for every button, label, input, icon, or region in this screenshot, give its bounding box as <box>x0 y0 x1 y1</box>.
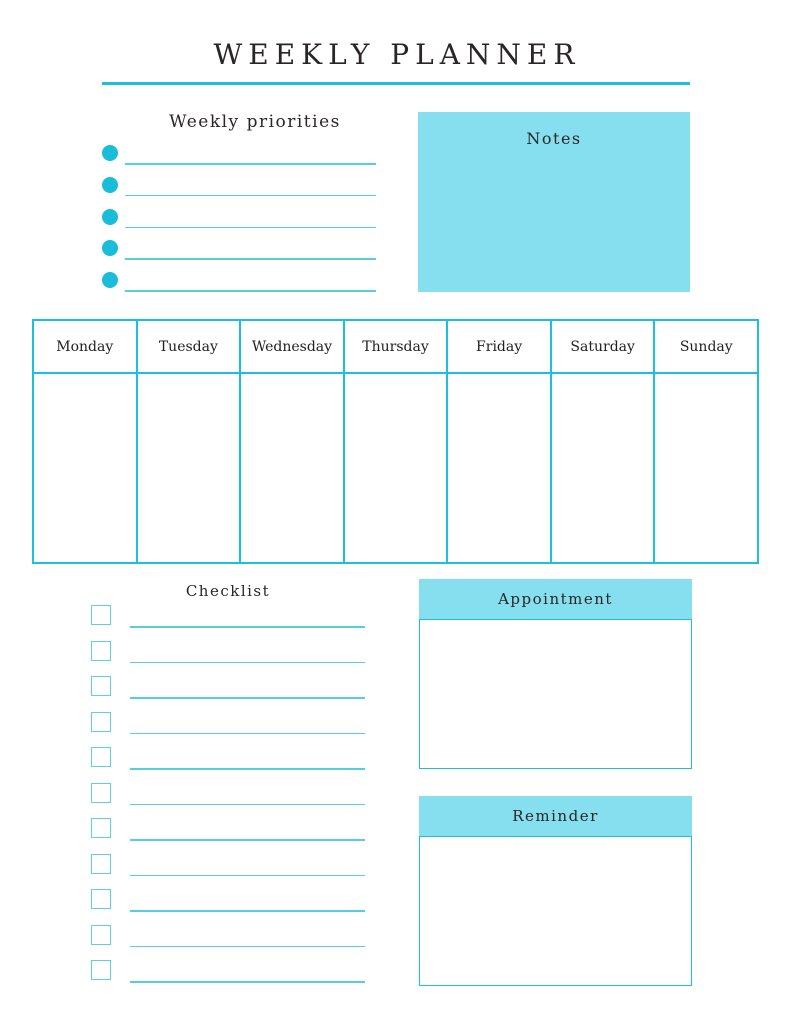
checklist-write-line[interactable] <box>130 804 365 806</box>
priority-write-line[interactable] <box>125 227 376 229</box>
priority-item <box>100 143 380 175</box>
day-column-thursday <box>345 321 449 562</box>
notes-box[interactable] <box>418 112 690 292</box>
checklist-write-line[interactable] <box>130 697 365 699</box>
priority-write-line[interactable] <box>125 163 376 165</box>
checkbox[interactable] <box>91 712 111 732</box>
checklist <box>89 603 369 994</box>
day-header: Monday <box>34 321 136 374</box>
checklist-item <box>89 710 369 746</box>
week-table <box>32 319 759 564</box>
checklist-write-line[interactable] <box>130 733 365 735</box>
checkbox[interactable] <box>91 889 111 909</box>
checklist-write-line[interactable] <box>130 839 365 841</box>
day-header: Saturday <box>552 321 654 374</box>
priority-item <box>100 207 380 239</box>
checkbox[interactable] <box>91 641 111 661</box>
day-header: Friday <box>448 321 550 374</box>
checklist-heading: Checklist <box>185 582 271 600</box>
day-header: Thursday <box>345 321 447 374</box>
checkbox[interactable] <box>91 818 111 838</box>
checklist-write-line[interactable] <box>130 946 365 948</box>
checklist-item <box>89 674 369 710</box>
bullet-icon <box>102 240 118 256</box>
day-column-friday <box>448 321 552 562</box>
checkbox[interactable] <box>91 605 111 625</box>
checklist-write-line[interactable] <box>130 626 365 628</box>
checkbox[interactable] <box>91 747 111 767</box>
checklist-write-line[interactable] <box>130 875 365 877</box>
reminder-heading: Reminder <box>419 796 692 836</box>
reminder-panel <box>419 796 692 986</box>
appointment-panel <box>419 579 692 769</box>
priorities-heading: Weekly priorities <box>169 112 341 132</box>
appointment-box[interactable] <box>419 619 692 769</box>
checklist-item <box>89 745 369 781</box>
checklist-write-line[interactable] <box>130 981 365 983</box>
day-header: Wednesday <box>241 321 343 374</box>
day-cell[interactable] <box>241 374 343 562</box>
checklist-item <box>89 958 369 994</box>
page-title: WEEKLY PLANNER <box>213 38 581 71</box>
title-underline <box>102 82 690 85</box>
day-column-wednesday <box>241 321 345 562</box>
checkbox[interactable] <box>91 925 111 945</box>
day-header: Tuesday <box>138 321 240 374</box>
day-cell[interactable] <box>655 374 757 562</box>
checklist-item <box>89 816 369 852</box>
checklist-item <box>89 603 369 639</box>
priority-item <box>100 270 380 302</box>
checklist-item <box>89 639 369 675</box>
priority-item <box>100 238 380 270</box>
notes-heading: Notes <box>526 129 582 148</box>
checklist-write-line[interactable] <box>130 662 365 664</box>
day-column-sunday <box>655 321 757 562</box>
checklist-write-line[interactable] <box>130 910 365 912</box>
priority-write-line[interactable] <box>125 290 376 292</box>
checkbox[interactable] <box>91 960 111 980</box>
checklist-item <box>89 887 369 923</box>
checklist-item <box>89 852 369 888</box>
bullet-icon <box>102 177 118 193</box>
day-column-tuesday <box>138 321 242 562</box>
day-cell[interactable] <box>34 374 136 562</box>
priority-write-line[interactable] <box>125 258 376 260</box>
priorities-list <box>100 143 380 302</box>
checklist-write-line[interactable] <box>130 768 365 770</box>
bullet-icon <box>102 209 118 225</box>
priority-item <box>100 175 380 207</box>
checkbox[interactable] <box>91 676 111 696</box>
day-column-saturday <box>552 321 656 562</box>
checklist-item <box>89 781 369 817</box>
checklist-item <box>89 923 369 959</box>
day-cell[interactable] <box>552 374 654 562</box>
appointment-heading: Appointment <box>419 579 692 619</box>
checkbox[interactable] <box>91 783 111 803</box>
day-column-monday <box>34 321 138 562</box>
priority-write-line[interactable] <box>125 195 376 197</box>
day-cell[interactable] <box>138 374 240 562</box>
reminder-box[interactable] <box>419 836 692 986</box>
bullet-icon <box>102 145 118 161</box>
day-cell[interactable] <box>345 374 447 562</box>
bullet-icon <box>102 272 118 288</box>
day-header: Sunday <box>655 321 757 374</box>
day-cell[interactable] <box>448 374 550 562</box>
checkbox[interactable] <box>91 854 111 874</box>
